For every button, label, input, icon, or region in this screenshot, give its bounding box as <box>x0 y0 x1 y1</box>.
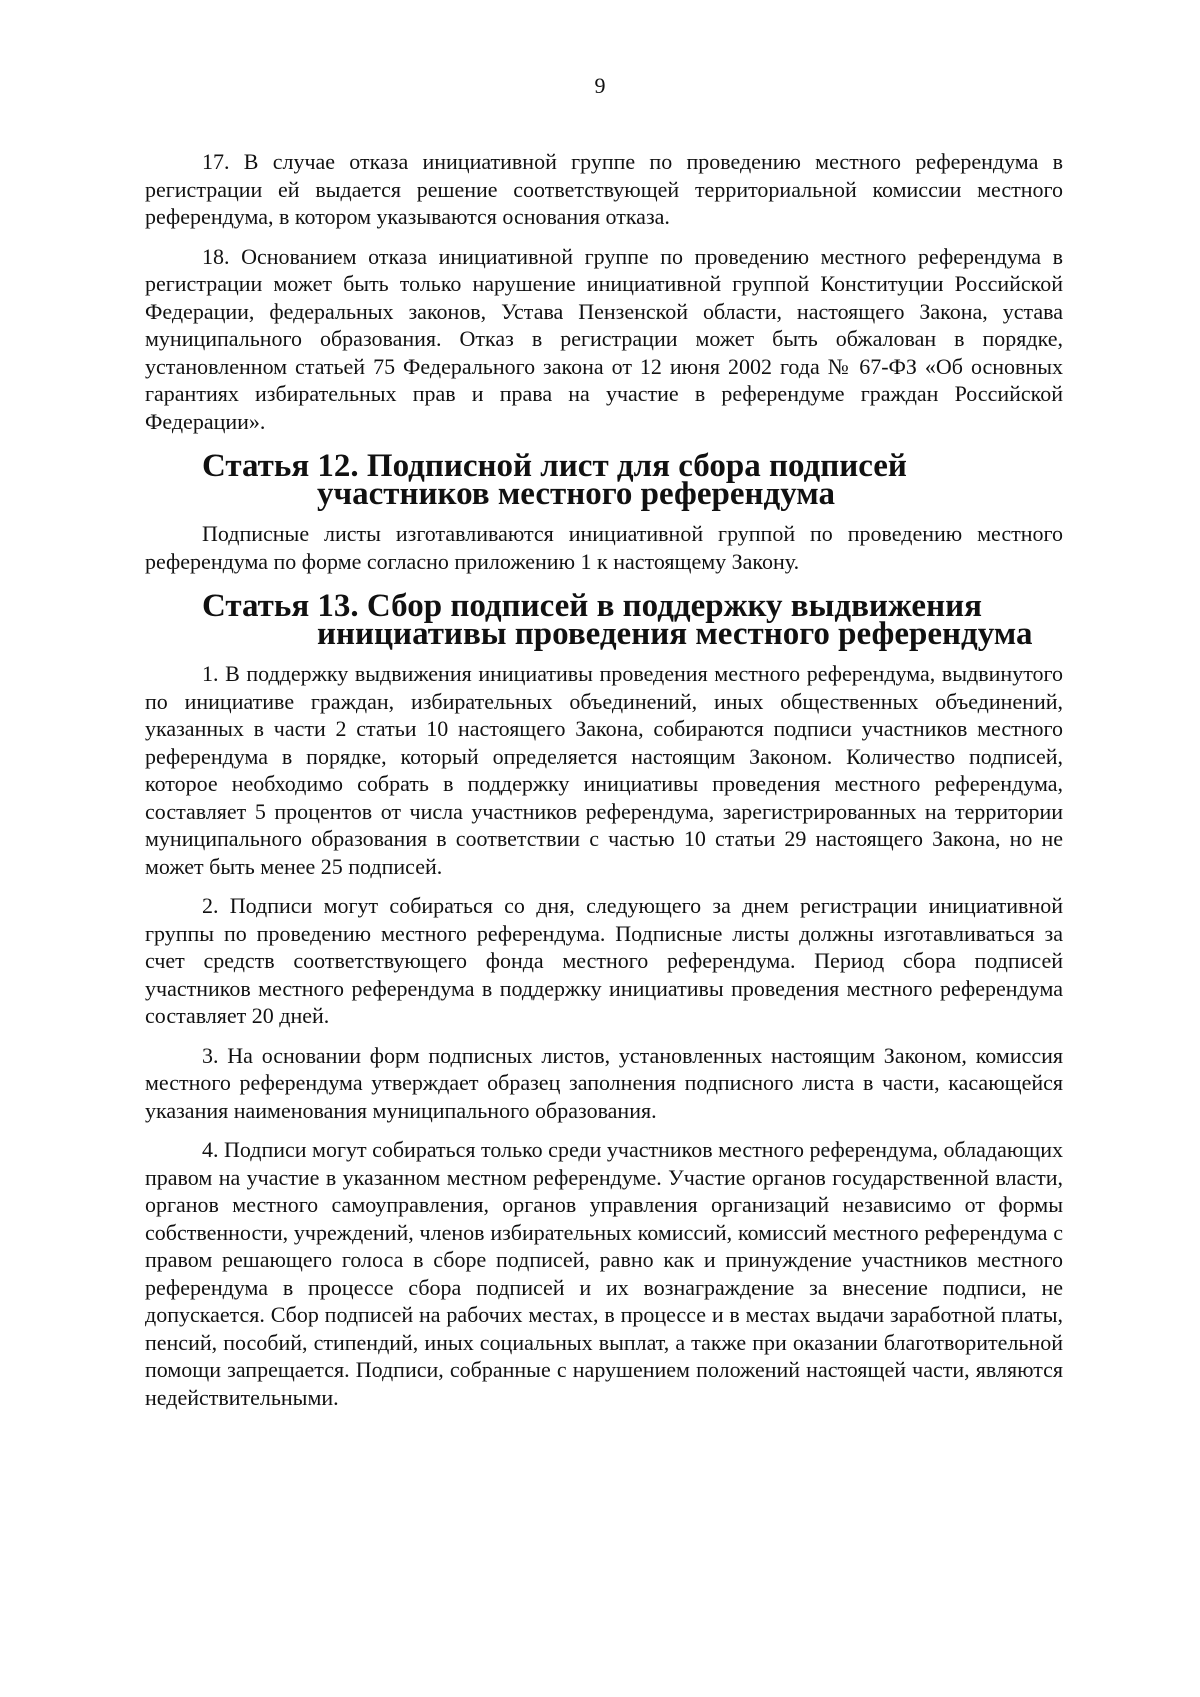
page-content <box>145 148 1063 1423</box>
article-13-heading: Статья 13. Сбор подписей в поддержку выдвижения инициативы проведения местного референдума <box>202 588 1033 652</box>
page-number: 9 <box>594 73 606 98</box>
article-13-paragraph-4: 4. Подписи могут собираться только среди участников местного референдума, обладающих правом на участие в указанном местном референдуме. Участие органов государственной власти, органов местного самоуправления, органов управления организаций независимо от формы собственности, учреждений, членов избирательных комиссий, комиссий местного референдума с правом решающего голоса в сборе подписей, равно как и принуждение участников местного референдума в процессе сбора подписей и их вознаграждение за внесение подписи, не допускается. Сбор подписей на рабочих местах, в процессе и в местах выдачи заработной платы, пенсий, пособий, стипендий, иных социальных выплат, а также при оказании благотворительной помощи запрещается. Подписи, собранные с нарушением положений настоящей части, являются недействительными. <box>145 1137 1063 1410</box>
article-12-heading: Статья 12. Подписной лист для сбора подписей участников местного референдума <box>202 448 907 512</box>
article-13-paragraph-3: 3. На основании форм подписных листов, установленных настоящим Законом, комиссия местного референдума утверждает образец заполнения подписного листа в части, касающейся указания наименования муниципального образования. <box>145 1042 1063 1123</box>
article-12-paragraph: Подписные листы изготавливаются инициативной группой по проведению местного референдума по форме согласно приложению 1 к настоящему Закону. <box>145 521 1063 574</box>
article-13-paragraph-1: 1. В поддержку выдвижения инициативы проведения местного референдума, выдвинутого по инициативе граждан, избирательных объединений, иных общественных объединений, указанных в части 2 статьи 10 настоящего Закона, собираются подписи участников местного референдума в порядке, который определяется настоящим Законом. Количество подписей, которое необходимо собрать в поддержку инициативы проведения местного референдума, составляет 5 процентов от числа участников референдума, зарегистрированных на территории муниципального образования в соответствии с частью 10 статьи 29 настоящего Закона, но не может быть менее 25 подписей. <box>145 661 1063 879</box>
paragraph-18: 18. Основанием отказа инициативной группе по проведению местного референдума в регистрации может быть только нарушение инициативной группой Конституции Российской Федерации, федеральных законов, Устава Пензенской области, настоящего Закона, устава муниципального образования. Отказ в регистрации может быть обжалован в порядке, установленном статьей 75 Федерального закона от 12 июня 2002 года № 67-ФЗ «Об основных гарантиях избирательных прав и права на участие в референдуме граждан Российской Федерации». <box>145 243 1063 434</box>
paragraph-17: 17. В случае отказа инициативной группе по проведению местного референдума в регистрации ей выдается решение соответствующей территориальной комиссии местного референдума, в котором указываются основания отказа. <box>145 149 1063 229</box>
article-13-paragraph-2: 2. Подписи могут собираться со дня, следующего за днем регистрации инициативной группы по проведению местного референдума. Подписные листы должны изготавливаться за счет средств соответствующего фонда местного референдума. Период сбора подписей участников местного референдума в поддержку инициативы проведения местного референдума составляет 20 дней. <box>145 893 1063 1028</box>
